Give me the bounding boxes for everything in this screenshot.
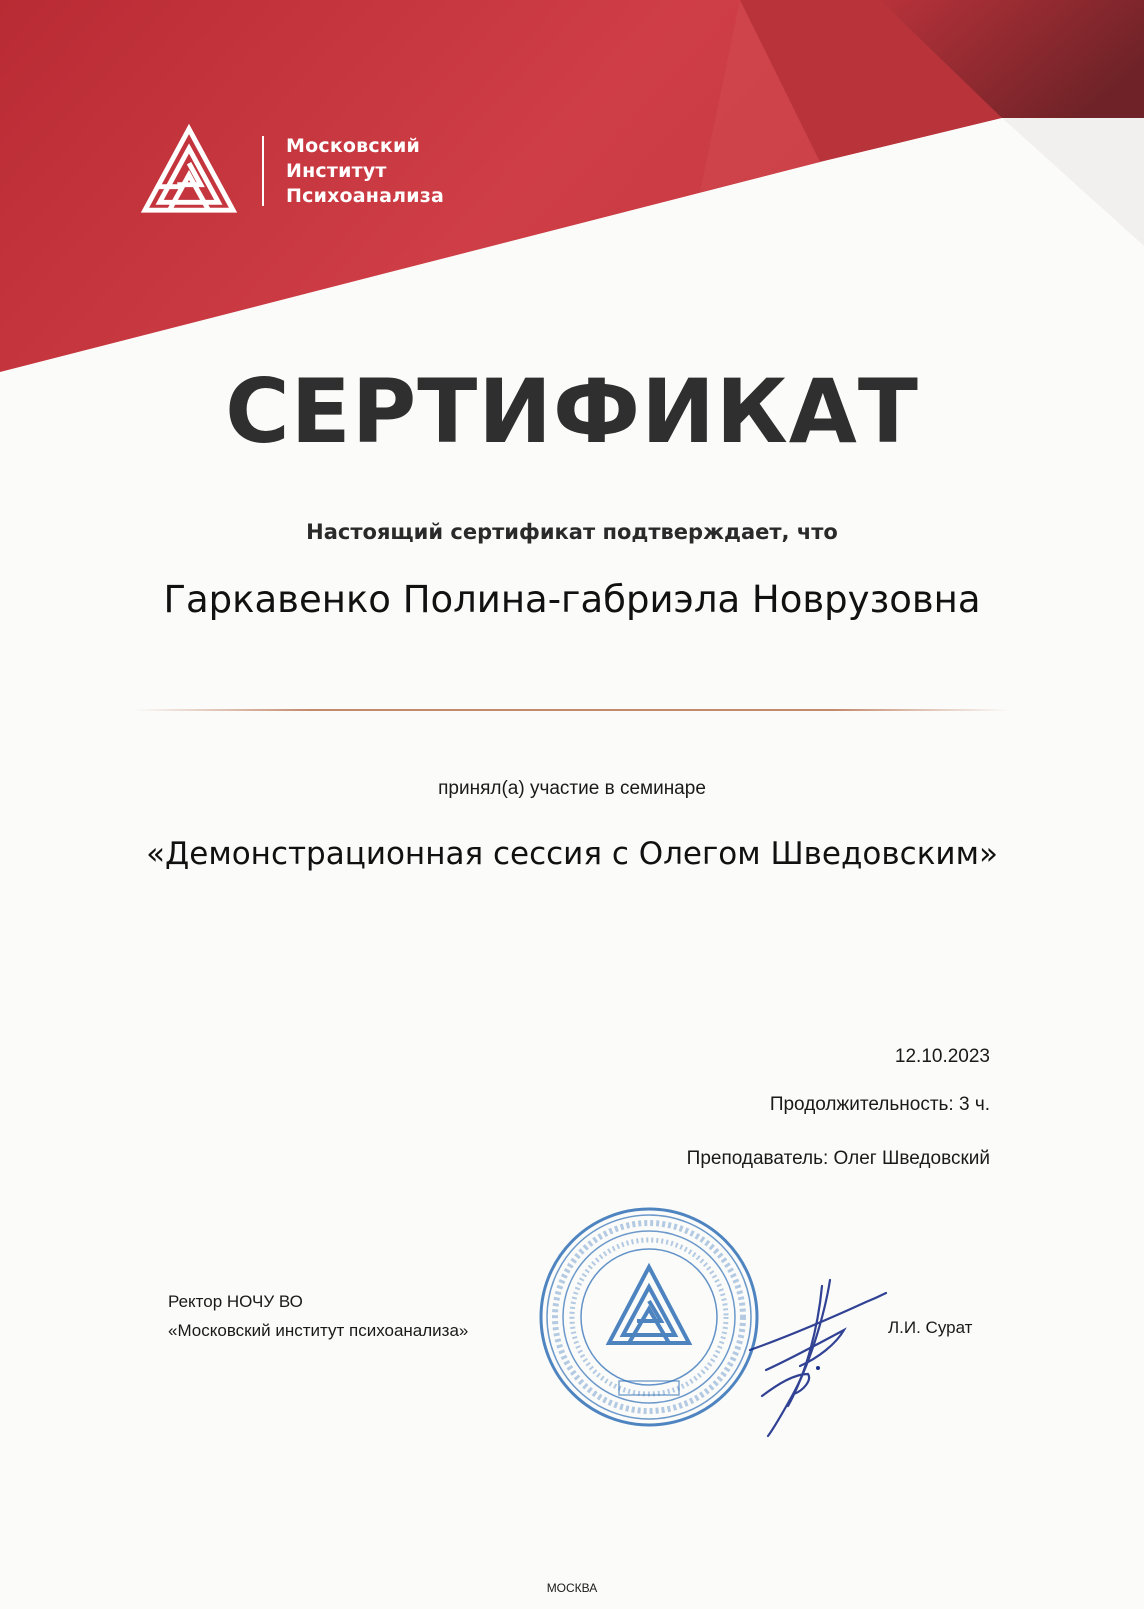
certificate-title: СЕРТИФИКАТ (225, 360, 919, 463)
issue-date: 12.10.2023 (894, 1046, 990, 1067)
logo-line-2: Институт (286, 159, 387, 182)
logo-line-3: Психоанализа (286, 184, 445, 207)
rector-line-2: «Московский институт психоанализа» (168, 1321, 469, 1340)
signer-name: Л.И. Сурат (888, 1318, 973, 1337)
city-footer: МОСКВА (546, 1581, 598, 1595)
logo-divider (262, 136, 264, 206)
participation-text: принял(а) участие в семинаре (438, 778, 706, 799)
rector-line-1: Ректор НОЧУ ВО (168, 1292, 303, 1311)
confirmation-text: Настоящий сертификат подтверждает, что (306, 520, 838, 544)
teacher-text: Преподаватель: Олег Шведовский (686, 1148, 990, 1169)
institute-seal-icon (537, 1205, 761, 1429)
rector-title (168, 1287, 468, 1345)
recipient-name: Гаркавенко Полина-габриэла Новрузовна (163, 578, 981, 621)
duration-text: Продолжительность: 3 ч. (769, 1094, 990, 1115)
triangle-knot-logo-icon (140, 124, 238, 218)
institute-logo (140, 124, 444, 218)
logo-line-1: Московский (286, 134, 420, 157)
handwritten-signature-icon (748, 1278, 888, 1438)
logo-text (286, 134, 444, 209)
seminar-title: «Демонстрационная сессия с Олегом Шведовским» (146, 836, 998, 872)
name-underline (134, 709, 1010, 711)
